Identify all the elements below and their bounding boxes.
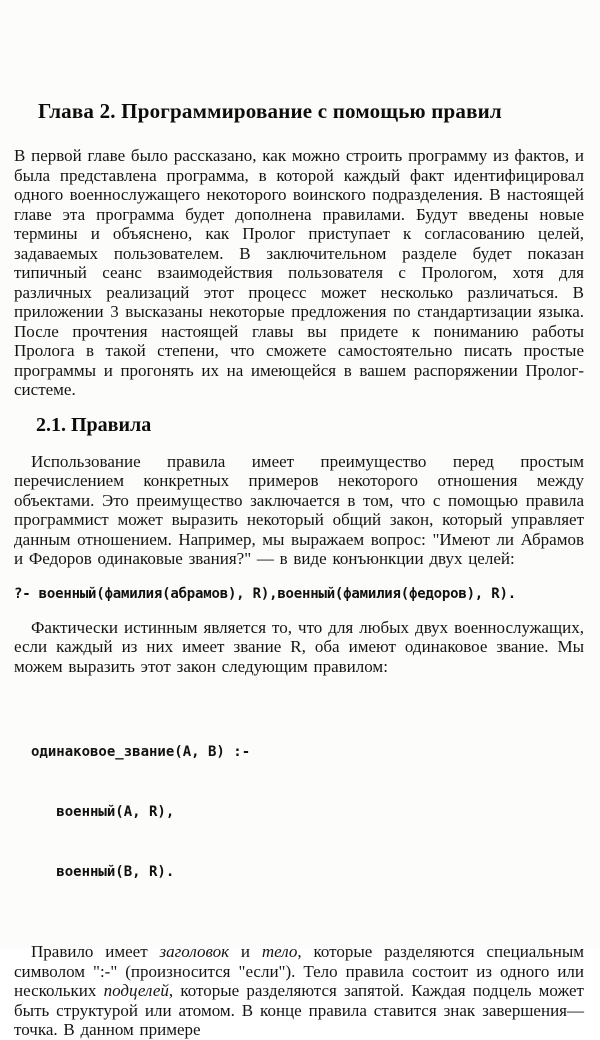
text-segment: , которые разделяются специальным символом ":-" (произносится "если"). Тело правила состоит из одного или нескольких (14, 942, 584, 1000)
rule-code-subgoal-line: военный(B, R). (31, 864, 175, 880)
prolog-rule-code (31, 702, 584, 922)
intro-paragraph: В первой главе было рассказано, как можно строить программу из фактов, и была представлена программа, в которой каждый факт идентифицировал одного военнослужащего некоторого воинского подразделения. В настоящей главе эта программа будет дополнена правилами. Будут введены новые термины и объяснено, как Пролог приступает к согласованию целей, задаваемых пользователем. В заключительном разделе будет показан типичный сеанс взаимодействия пользователя с Прологом, хотя для различных реализаций этот процесс может несколько различаться. В приложении 3 высказаны некоторые предложения по стандартизации языка. После прочтения настоящей главы вы придете к пониманию работы Пролога в такой степени, что сможете самостоятельно писать простые программы и прогонять их на имеющейся в вашем распоряжении Пролог-системе. (14, 146, 584, 399)
text-segment: Правило имеет (31, 942, 160, 961)
term-telo: тело (261, 942, 298, 961)
rule-code-subgoal-line: военный(A, R), (31, 804, 175, 820)
section-paragraph-law: Фактически истинным является то, что для любых двух военнослужащих, если каждый из них имеет звание R, оба имеют одинаковое звание. Мы можем выразить этот закон следующим правилом: (14, 617, 584, 676)
term-zagolovok: заголовок (159, 942, 230, 961)
chapter-heading: Глава 2. Программирование с помощью правил (38, 99, 502, 123)
term-podceli: подцелей (103, 981, 169, 1000)
rule-code-head-line: одинаковое_звание(A, B) :- (31, 744, 251, 760)
prolog-query-code: ?- военный(фамилия(абрамов), R),военный(фамилия(федоров), R). (14, 585, 516, 602)
section-paragraph-rules-advantage: Использование правила имеет преимущество перед простым перечислением конкретных примеров некоторого отношения между объектами. Это преимущество заключается в том, что с помощью правила программист может выразить некоторый общий закон, который управляет данным отношением. Например, мы выражаем вопрос: "Имеют ли Абрамов и Федоров одинаковые звания?" — в виде конъюнкции двух целей: (14, 451, 584, 568)
text-segment: и (229, 942, 262, 961)
text-segment: , которые разделяются запятой. Каждая подцель может быть структурой или атомом. В конце правила ставится знак завершения—точка. В данном примере (14, 981, 584, 1039)
section-paragraph-rule-structure (14, 942, 584, 1040)
section-heading: 2.1. Правила (36, 413, 152, 436)
